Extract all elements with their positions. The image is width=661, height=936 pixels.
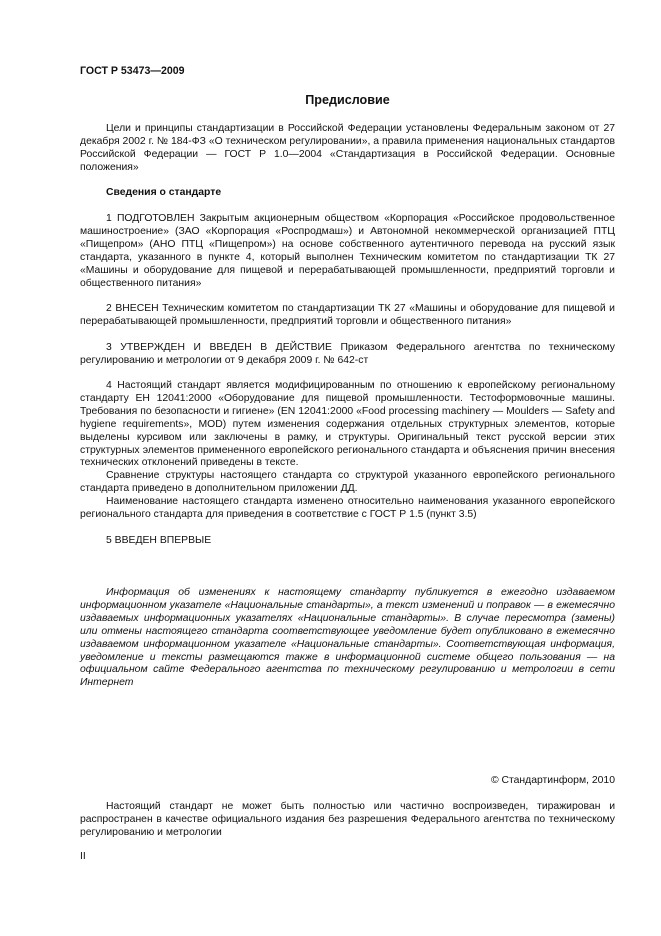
info-heading: [80, 187, 615, 200]
item-3-text: 3 УТВЕРЖДЕН И ВВЕДЕН В ДЕЙСТВИЕ Приказом Федерального агентства по техническому регулированию и метрологии от 9 декабря 2009 г. № 642-ст: [80, 342, 615, 366]
notice-text: Информация об изменениях к настоящему стандарту публикуется в ежегодно издаваемом информационном указателе «Национальные стандарты», а текст изменений и поправок — в ежемесячно издаваемых информационных указателях «Национальные стандарты». В случае пересмотра (замены) или отмены настоящего стандарта соответствующее уведомление будет опубликовано в ежемесячно издаваемом информационном указателе «Национальные стандарты». Соответствующая информация, уведомление и тексты размещаются также в информационной системе общего пользования — на официальном сайте Федерального агентства по техническому регулированию и метрологии в сети Интернет: [80, 587, 615, 689]
item-4: [80, 380, 615, 522]
reproduction-text: Настоящий стандарт не может быть полностью или частично воспроизведен, тиражирован и распространен в качестве официального издания без разрешения Федерального агентства по техническому регулированию и метрологии: [80, 801, 615, 838]
item-4-paragraph: 4 Настоящий стандарт является модифицированным по отношению к европейскому региональному стандарту ЕН 12041:2000 «Оборудование для пищевой промышленности. Тестоформовочные машины. Требования по безопасности и гигиене» (EN 12041:2000 «Food processing machinery — Moulders — Safety and hygiene requirements», MOD) путем изменения содержания отдельных структурных элементов, которые выделены курсивом или заключены в рамку, и структуры. Оригинальный текст русской версии этих структурных элементов примененного европейского регионального стандарта и объяснения причин внесения технических отклонений приведены в тексте.: [80, 380, 615, 469]
item-5: [80, 535, 615, 548]
item-2-text: 2 ВНЕСЕН Техническим комитетом по стандартизации ТК 27 «Машины и оборудование для пищевой и перерабатывающей промышленности, предприятий торговли и общественного питания»: [80, 303, 615, 327]
item-2: [80, 303, 615, 329]
item-1-text: 1 ПОДГОТОВЛЕН Закрытым акционерным обществом «Корпорация «Российское продовольственное машиностроение» (ЗАО «Корпорация «Роспродмаш») и Автономной некоммерческой организацией ПТЦ «Пищепром» (АНО ПТЦ «Пищепром») на основе собственного аутентичного перевода на русский язык стандарта, указанного в пункте 4, который выполнен Техническим комитетом по стандартизации ТК 27 «Машины и оборудование для пищевой и перерабатывающей промышленности, предприятий торговли и общественного питания»: [80, 213, 615, 289]
notice-block: [80, 587, 615, 690]
item-4-paragraph: Сравнение структуры настоящего стандарта со структурой указанного европейского регионального стандарта приведено в дополнительном приложении ДД.: [80, 470, 615, 495]
item-3: [80, 342, 615, 368]
intro-paragraph: [80, 123, 615, 175]
info-heading-text: Сведения о стандарте: [106, 187, 222, 198]
copyright: © Стандартинформ, 2010: [490, 775, 615, 786]
document-header: ГОСТ Р 53473—2009: [80, 65, 185, 77]
item-5-text: 5 ВВЕДЕН ВПЕРВЫЕ: [106, 535, 212, 546]
page-number: II: [80, 851, 86, 862]
intro-text: Цели и принципы стандартизации в Российской Федерации установлены Федеральным законом от 27 декабря 2002 г. № 184-ФЗ «О техническом регулировании», а правила применения национальных стандартов Российской Федерации — ГОСТ Р 1.0—2004 «Стандартизация в Российской Федерации. Основные положения»: [80, 123, 615, 173]
item-1: [80, 213, 615, 290]
item-4-paragraph: Наименование настоящего стандарта изменено относительно наименования указанного европейского регионального стандарта для приведения в соответствие с ГОСТ Р 1.5 (пункт 3.5): [80, 496, 615, 521]
reproduction-notice: [80, 801, 615, 840]
page-title: Предисловие: [305, 93, 390, 107]
